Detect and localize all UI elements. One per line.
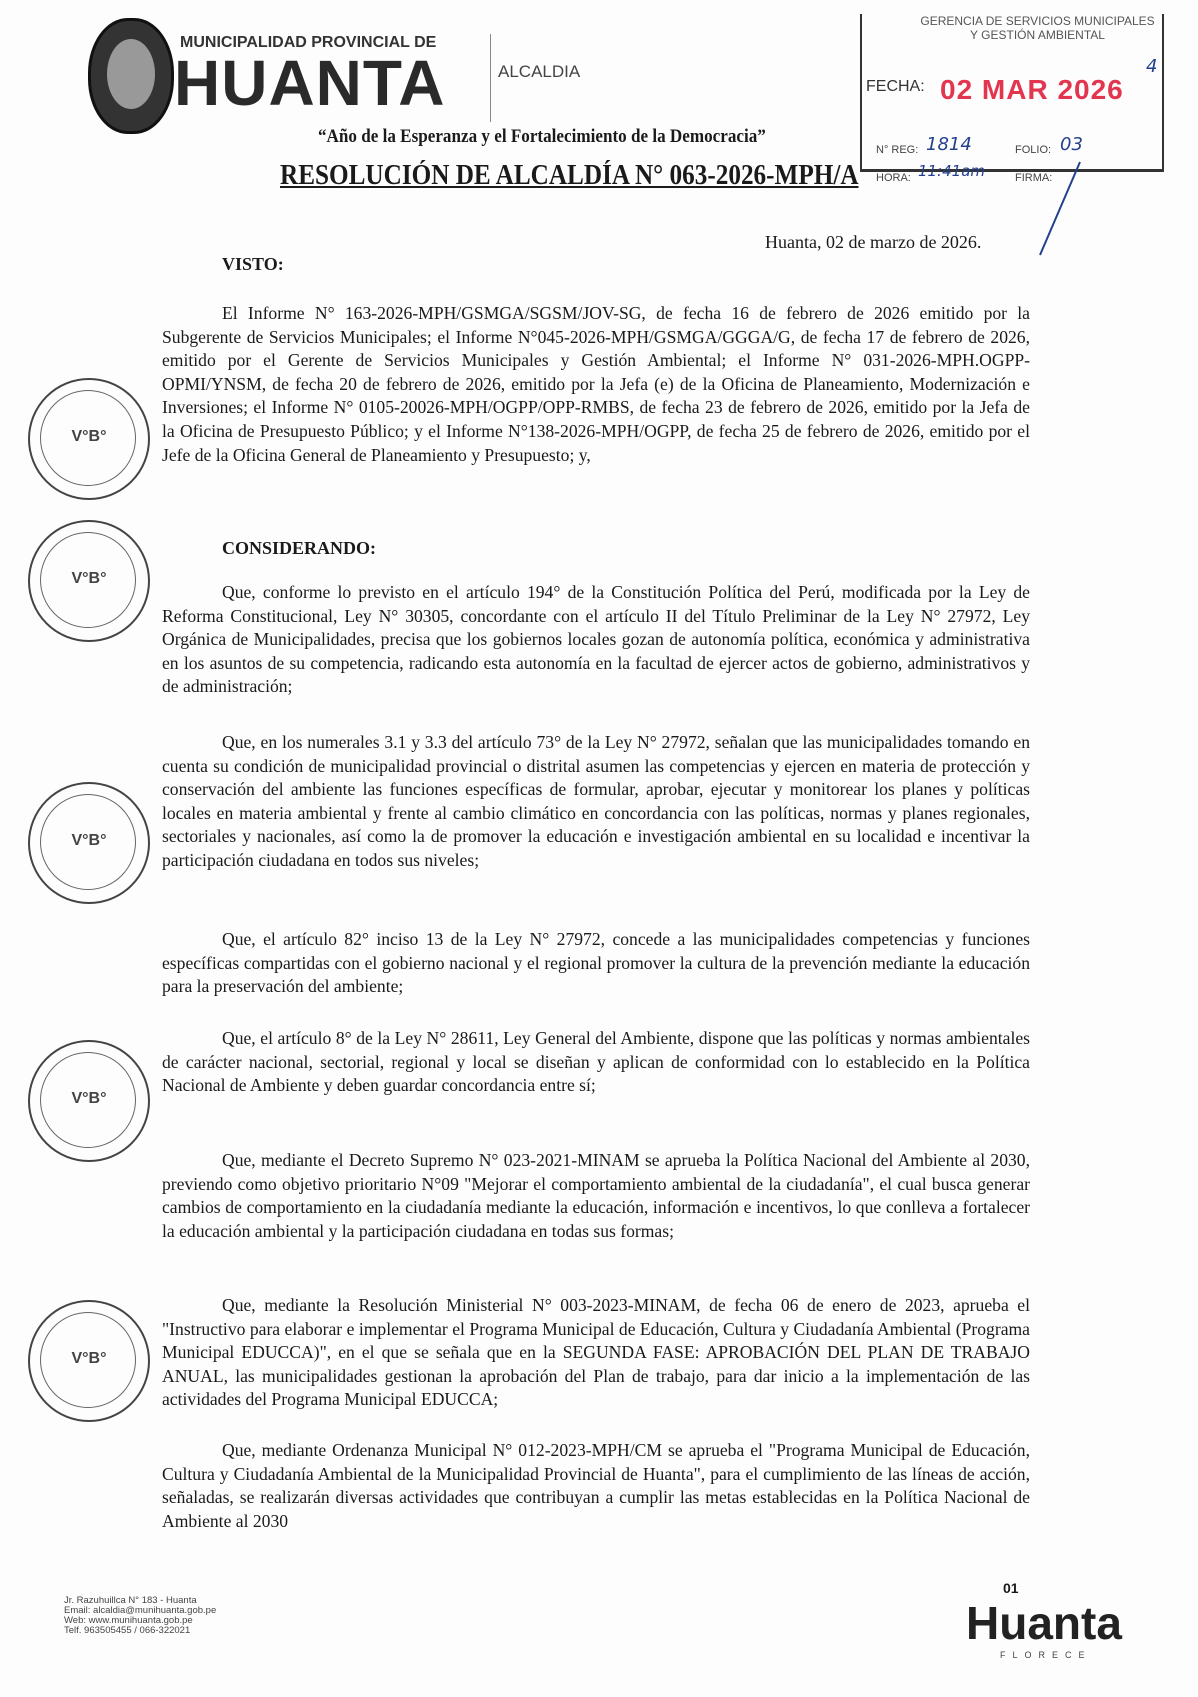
place-date: Huanta, 02 de marzo de 2026. xyxy=(765,232,982,252)
footer-contact xyxy=(64,1596,216,1636)
footer-address: Jr. Razuhuillca N° 183 - Huanta xyxy=(64,1595,197,1606)
paragraph: Que, mediante la Resolución Ministerial N° 003-2023-MINAM, de fecha 06 de enero de 2023, aprueba el "Instructivo para elaborar e implementar el Programa Municipal de Educación, Cultura y Ciudadanía Ambiental (Programa Municipal EDUCCA)", en el que se señala que en la SEGUNDA FASE: APROBACIÓN DEL PLAN DE TRABAJO ANUAL, las municipalidades gestionan la aprobación del Plan de trabajo, para dar inicio a la implementación de las actividades del Programa Municipal EDUCCA; xyxy=(162,1295,1030,1410)
header-divider xyxy=(490,34,491,122)
seal-text: V°B° xyxy=(71,1090,107,1107)
signature-stroke xyxy=(1030,160,1090,260)
visto-heading: VISTO: xyxy=(222,254,284,274)
stamp-office: GERENCIA DE SERVICIOS MUNICIPALES Y GESTIÓN AMBIENTAL xyxy=(920,14,1155,42)
approval-seal xyxy=(28,1040,150,1162)
office-name: ALCALDIA xyxy=(498,62,581,81)
approval-seal xyxy=(28,378,150,500)
paragraph: Que, mediante el Decreto Supremo N° 023-2021-MINAM se aprueba la Política Nacional del Ambiente al 2030, previendo como objetivo prioritario N°09 "Mejorar el comportamiento ambiental de la ciudadanía", el cual busca generar cambios de comportamiento en la ciudadanía mediante la educación, información e incentivos, lo que conlleva a fortalecer la educación ambiental y la participación ciudadana en todas sus formas; xyxy=(162,1150,1030,1241)
seal-text: V°B° xyxy=(71,1350,107,1367)
huanta-brand-logo: Huanta xyxy=(966,1597,1122,1649)
corner-mark: 4 xyxy=(1146,56,1158,77)
stamp-hora-label: HORA: xyxy=(876,172,911,184)
approval-seal xyxy=(28,782,150,904)
org-name: HUANTA xyxy=(174,47,446,119)
footer-email: Email: alcaldia@munihuanta.gob.pe xyxy=(64,1605,217,1616)
paragraph: Que, el artículo 8° de la Ley N° 28611, Ley General del Ambiente, dispone que las políticas y normas ambientales de carácter nacional, sectorial, regional y local se diseñan y aplican de conformidad con lo establecido en la Política Nacional de Ambiente y deben guardar concordancia entre sí; xyxy=(162,1028,1030,1096)
seal-text: V°B° xyxy=(71,428,107,445)
org-line: MUNICIPALIDAD PROVINCIAL DE xyxy=(180,34,437,51)
stamp-firma-label: FIRMA: xyxy=(1015,172,1053,184)
footer-phone: Telf. 963505455 / 066-322021 xyxy=(64,1625,191,1636)
approval-seal xyxy=(28,1300,150,1422)
stamp-folio-label: FOLIO: xyxy=(1015,144,1052,156)
paragraph: Que, mediante Ordenanza Municipal N° 012-2023-MPH/CM se aprueba el "Programa Municipal de Educación, Cultura y Ciudadanía Ambiental de la Municipalidad Provincial de Huanta", para el cumplimiento de las líneas de acción, señaladas, se realizarán diversas actividades que contribuyan a cumplir las metas establecidas en la Política Nacional de Ambiente al 2030 xyxy=(162,1440,1030,1531)
stamp-hora-value: 11:41am xyxy=(918,162,986,180)
seal-text: V°B° xyxy=(71,570,107,587)
stamp-folio-value: 03 xyxy=(1060,134,1083,155)
stamp-reg-label: N° REG: xyxy=(876,144,919,156)
paragraph: Que, el artículo 82° inciso 13 de la Ley N° 27972, concede a las municipalidades competencias y funciones específicas compartidas con el gobierno nacional y el regional promover la cultura de la prevención mediante la educación para la preservación del ambiente; xyxy=(162,929,1030,997)
paragraph: El Informe N° 163-2026-MPH/GSMGA/SGSM/JOV-SG, de fecha 16 de febrero de 2026 emitido por la Subgerente de Servicios Municipales; el Informe N°045-2026-MPH/GSMGA/GGGA/G, de fecha 17 de febrero de 2026, emitido por el Gerente de Servicios Municipales y Gestión Ambiental; el Informe N° 031-2026-MPH.OGPP-OPMI/YNSM, de fecha 20 de febrero de 2026, emitido por la Jefa (e) de la Oficina de Planeamiento, Modernización e Inversiones; el Informe N° 0105-20026-MPH/OGPP/OPP-RMBS, de fecha 23 de febrero de 2026, emitido por la Jefa de la Oficina de Presupuesto Público; y el Informe N°138-2026-MPH/OGPP, de fecha 25 de febrero de 2026, emitido por el Jefe de la Oficina General de Planeamiento y Presupuesto; y, xyxy=(162,303,1030,465)
considerando-heading: CONSIDERANDO: xyxy=(222,538,377,558)
year-motto: “Año de la Esperanza y el Fortalecimiento de la Democracia” xyxy=(318,126,766,147)
approval-seal xyxy=(28,520,150,642)
brand-tagline: FLORECE xyxy=(1000,1650,1092,1660)
stamp-fecha-label: FECHA: xyxy=(866,78,925,95)
stamp-reg-value: 1814 xyxy=(926,134,972,155)
paragraph: Que, conforme lo previsto en el artículo 194° de la Constitución Política del Perú, modificada por la Ley de Reforma Constitucional, Ley N° 30305, concordante con el artículo II del Título Preliminar de la Ley N° 27972, Ley Orgánica de Municipalidades, precisa que los gobiernos locales gozan de autonomía política, económica y administrativa en los asuntos de su competencia, radicando esta autonomía en la facultad de ejercer actos de gobierno, administrativos y de administración; xyxy=(162,582,1030,697)
municipal-crest-icon xyxy=(88,18,174,134)
page-number: 01 xyxy=(1003,1580,1019,1596)
stamp-date: 02 MAR 2026 xyxy=(940,74,1124,105)
paragraph: Que, en los numerales 3.1 y 3.3 del artículo 73° de la Ley N° 27972, señalan que las municipalidades tomando en cuenta su condición de municipalidad provincial o distrital asumen las competencias y ejercen en materia de protección y conservación del ambiente las funciones específicas de formular, aprobar, ejecutar y monitorear los planes y políticas locales en materia ambiental y frente al cambio climático en concordancia con las políticas, normas y planes regionales, sectoriales y nacionales, así como la de promover la educación e investigación ambiental en su localidad e incentivar la participación ciudadana en todos sus niveles; xyxy=(162,732,1030,870)
seal-text: V°B° xyxy=(71,832,107,849)
resolution-title: RESOLUCIÓN DE ALCALDÍA N° 063-2026-MPH/A xyxy=(280,160,859,191)
footer-web: Web: www.munihuanta.gob.pe xyxy=(64,1615,193,1626)
